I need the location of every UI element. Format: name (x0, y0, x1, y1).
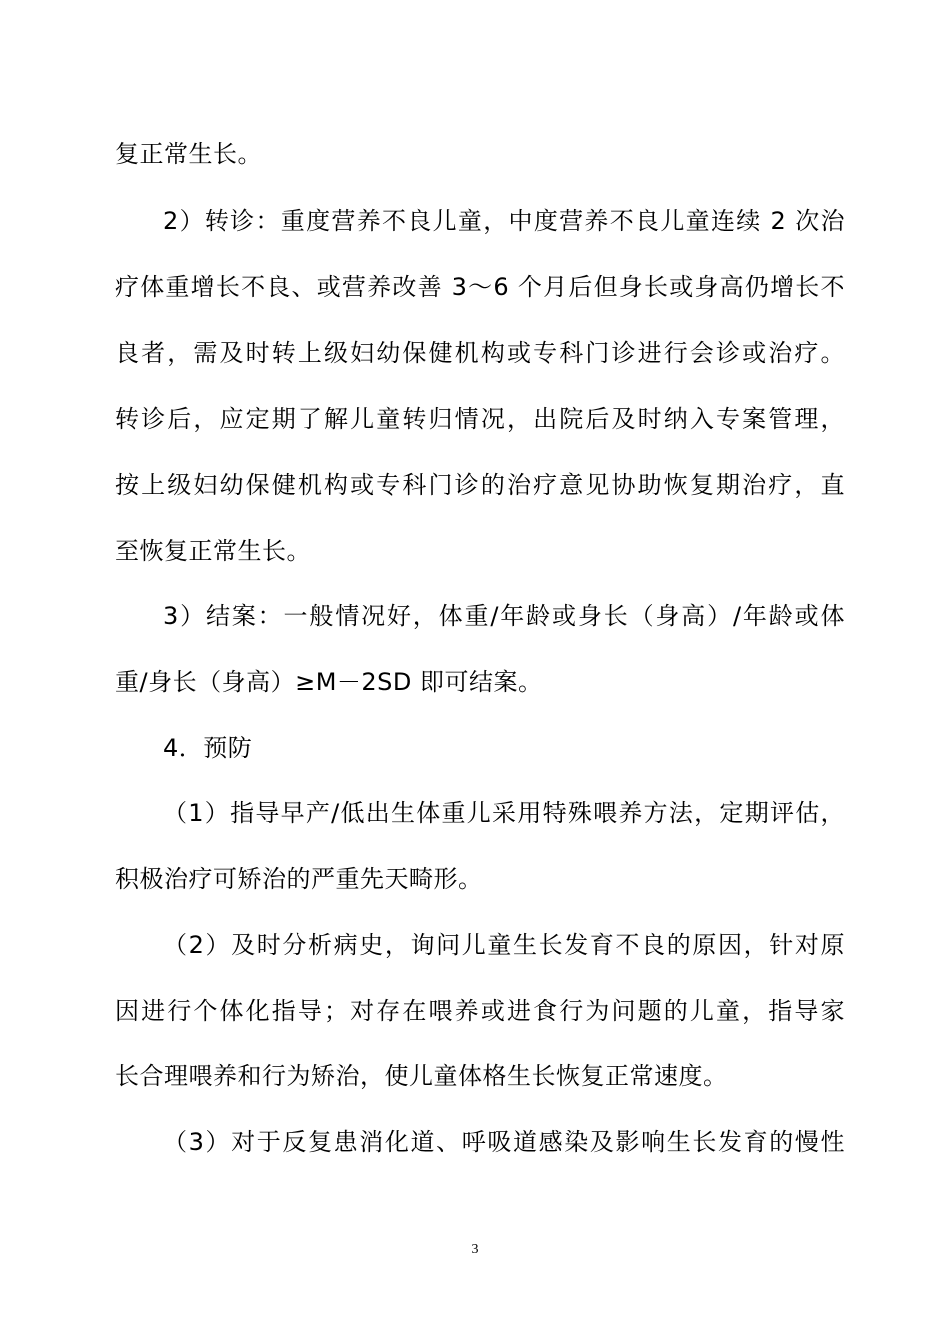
text-line-3: 疗体重增长不良、或营养改善 3～6 个月后但身长或身高仍增长不 (115, 273, 845, 301)
text-line-8: 3）结案：一般情况好，体重/年龄或身长（身高）/年龄或体 (163, 602, 845, 630)
text-line-14: 因进行个体化指导；对存在喂养或进食行为问题的儿童，指导家 (115, 997, 845, 1025)
text-line-12: 积极治疗可矫治的严重先天畸形。 (115, 865, 483, 893)
text-line-13: （2）及时分析病史，询问儿童生长发育不良的原因，针对原 (163, 931, 845, 959)
text-line-2: 2）转诊：重度营养不良儿童，中度营养不良儿童连续 2 次治 (163, 207, 845, 235)
page-number: 3 (471, 1242, 479, 1257)
text-line-9: 重/身长（身高）≥M－2SD 即可结案。 (115, 668, 543, 696)
section-heading-prevention: 4．预防 (163, 734, 253, 762)
text-line-16: （3）对于反复患消化道、呼吸道感染及影响生长发育的慢性 (163, 1128, 845, 1156)
text-line-4: 良者，需及时转上级妇幼保健机构或专科门诊进行会诊或治疗。 (115, 339, 845, 367)
text-line-15: 长合理喂养和行为矫治，使儿童体格生长恢复正常速度。 (115, 1062, 728, 1090)
text-line-11: （1）指导早产/低出生体重儿采用特殊喂养方法，定期评估， (163, 799, 845, 827)
text-line-7: 至恢复正常生长。 (115, 537, 311, 565)
text-line-6: 按上级妇幼保健机构或专科门诊的治疗意见协助恢复期治疗，直 (115, 471, 845, 499)
text-line-5: 转诊后，应定期了解儿童转归情况，出院后及时纳入专案管理， (115, 405, 845, 433)
text-line-1: 复正常生长。 (115, 140, 262, 168)
